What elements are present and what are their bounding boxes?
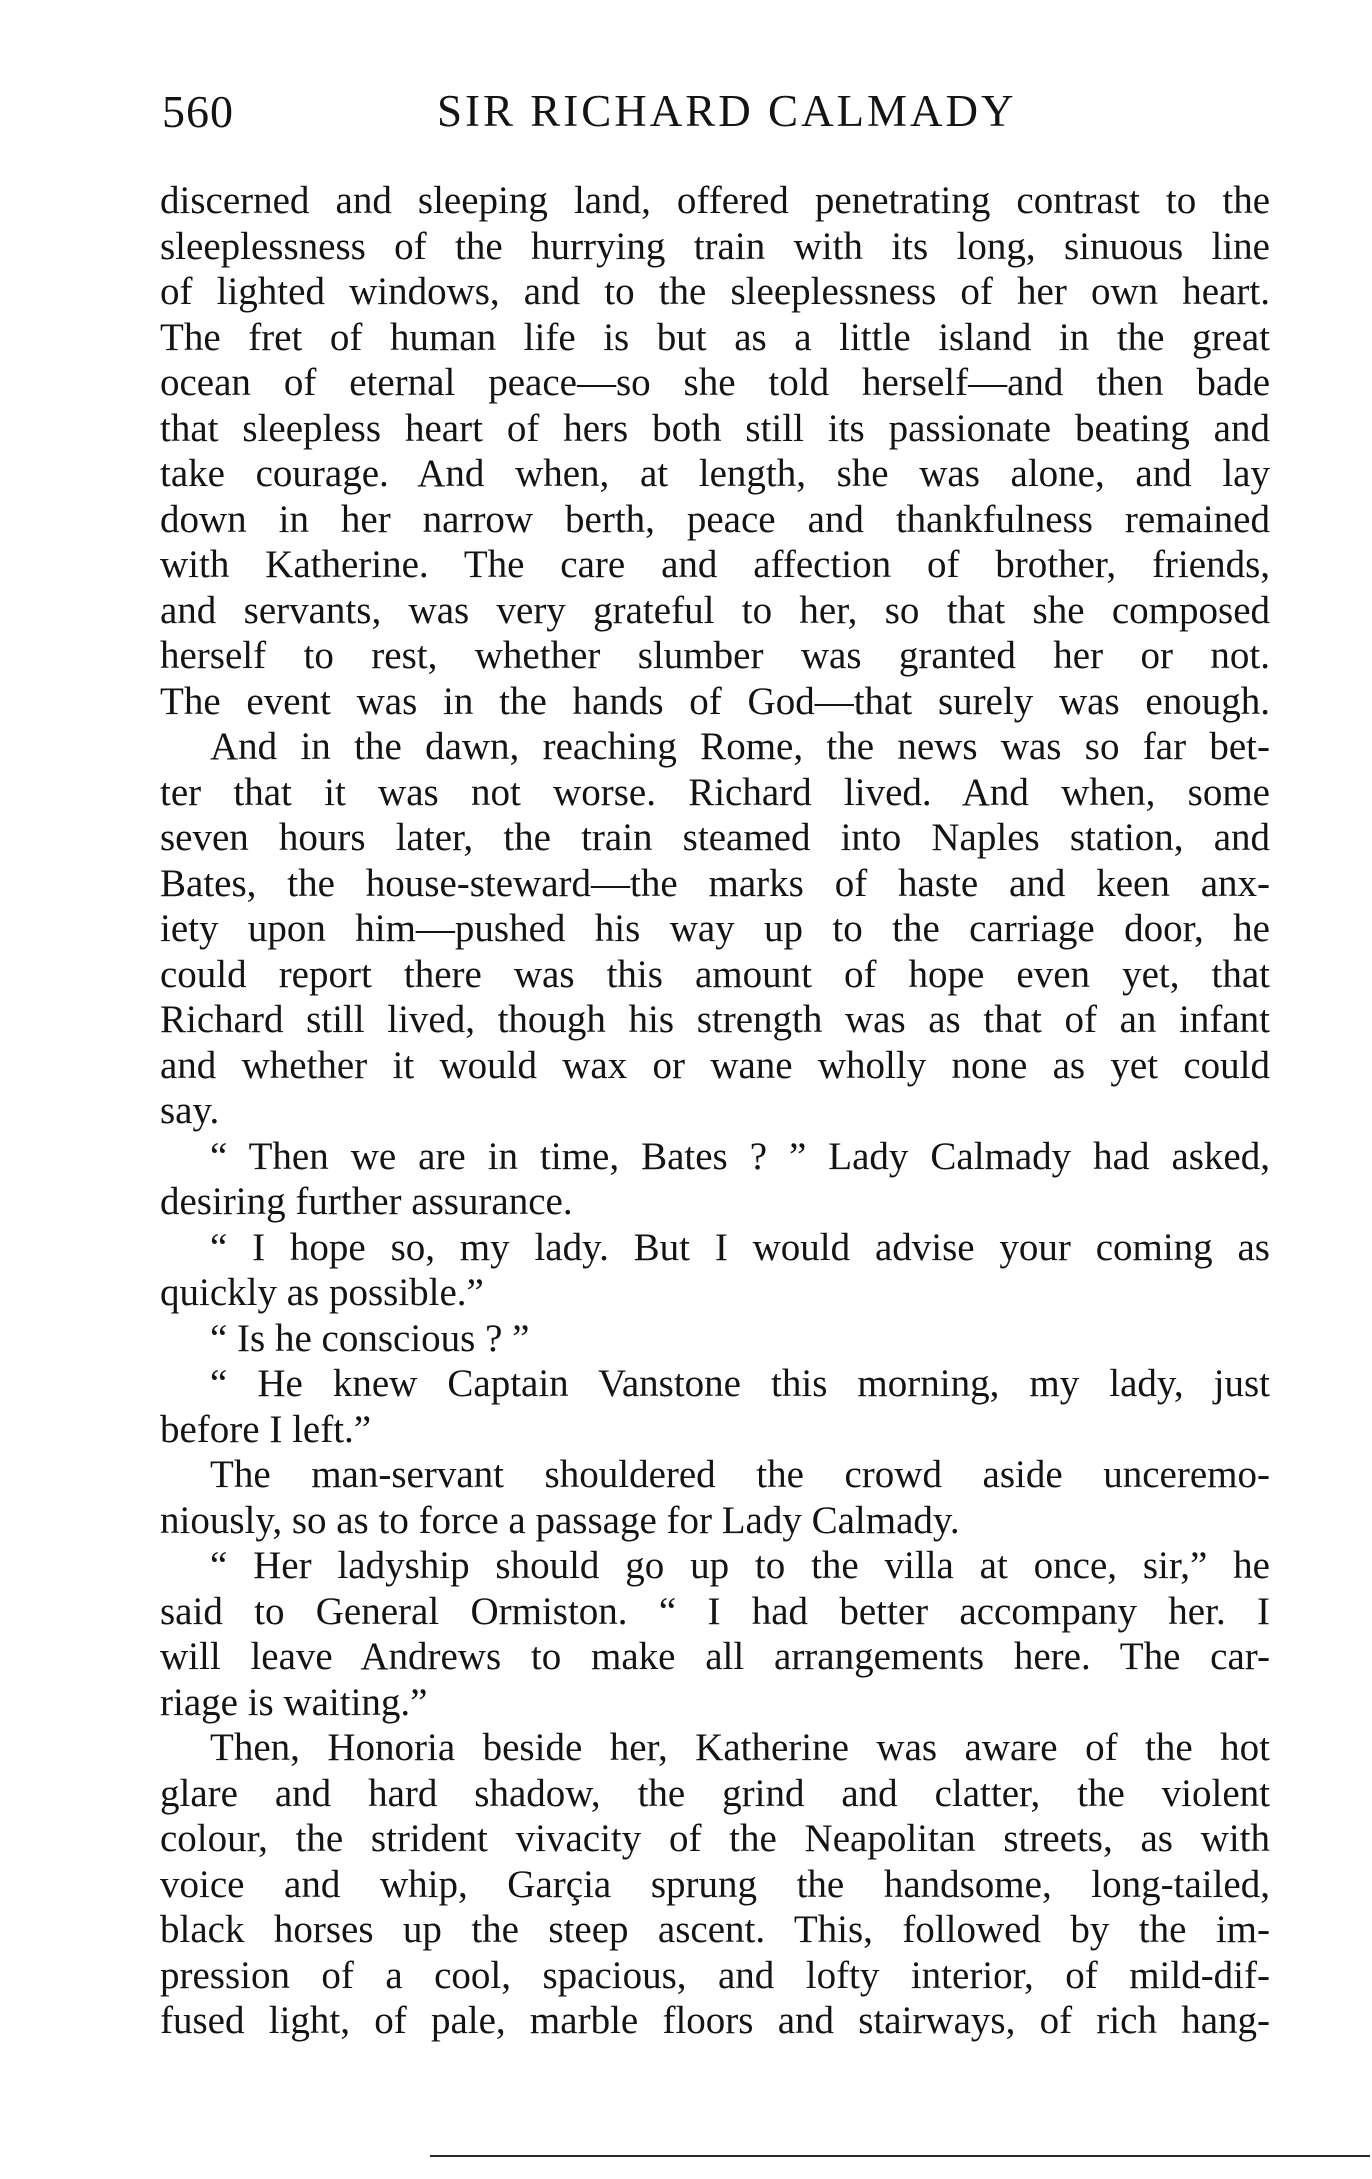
text-line: with Katherine. The care and affection of brother, friends,: [160, 543, 1270, 586]
text-line: “ I hope so, my lady. But I would advise your coming as: [210, 1225, 1270, 1269]
text-line: sleeplessness of the hurrying train with its long, sinuous line: [160, 224, 1270, 268]
text-line: before I left.”: [160, 1407, 372, 1451]
text-line: The event was in the hands of God—that surely was enough.: [160, 679, 1270, 723]
text-line: And in the dawn, reaching Rome, the news was so far bet-: [210, 725, 1270, 768]
text-line: discerned and sleeping land, offered penetrating contrast to the: [160, 179, 1270, 222]
text-line: “ Is he conscious ? ”: [210, 1316, 530, 1360]
text-line: iety upon him—pushed his way up to the carriage door, he: [160, 907, 1270, 950]
text-line: and servants, was very grateful to her, so that she composed: [160, 588, 1270, 632]
text-line: “ He knew Captain Vanstone this morning, my lady, just: [210, 1362, 1270, 1405]
text-line: that sleepless heart of hers both still its passionate beating and: [160, 406, 1270, 450]
text-line: desiring further assurance.: [160, 1180, 573, 1223]
text-line: niously, so as to force a passage for Lady Calmady.: [160, 1498, 960, 1542]
text-line: Then, Honoria beside her, Katherine was aware of the hot: [210, 1726, 1270, 1769]
text-line: and whether it would wax or wane wholly none as yet could: [160, 1043, 1270, 1087]
text-line: take courage. And when, at length, she was alone, and lay: [160, 452, 1270, 495]
text-line: pression of a cool, spacious, and lofty interior, of mild-dif-: [160, 1953, 1270, 1997]
text-line: say.: [160, 1089, 220, 1132]
text-line: ter that it was not worse. Richard lived. And when, some: [160, 770, 1270, 814]
text-line: quickly as possible.”: [160, 1271, 484, 1314]
text-line: fused light, of pale, marble floors and stairways, of rich hang-: [160, 1999, 1270, 2042]
text-line: down in her narrow berth, peace and thankfulness remained: [160, 497, 1270, 541]
text-line: of lighted windows, and to the sleeplessness of her own heart.: [160, 270, 1270, 313]
text-line: voice and whip, Garçia sprung the handsome, long-tailed,: [160, 1862, 1270, 1906]
running-head: [162, 85, 1272, 145]
running-title: SIR RICHARD CALMADY: [437, 86, 1017, 136]
text-line: said to General Ormiston. “ I had better accompany her. I: [160, 1589, 1270, 1633]
text-line: herself to rest, whether slumber was granted her or not.: [160, 634, 1270, 677]
text-line: black horses up the steep ascent. This, followed by the im-: [160, 1908, 1270, 1951]
text-line: Bates, the house-steward—the marks of haste and keen anx-: [160, 861, 1270, 905]
text-line: colour, the strident vivacity of the Neapolitan streets, as with: [160, 1817, 1270, 1860]
text-line: riage is waiting.”: [160, 1680, 428, 1724]
text-line: could report there was this amount of hope even yet, that: [160, 952, 1270, 996]
text-line: will leave Andrews to make all arrangements here. The car-: [160, 1635, 1270, 1678]
text-line: ocean of eternal peace—so she told herself—and then bade: [160, 361, 1270, 404]
text-line: The man-servant shouldered the crowd aside unceremo-: [210, 1453, 1270, 1496]
text-line: seven hours later, the train steamed into Naples station, and: [160, 816, 1270, 859]
text-line: Richard still lived, though his strength was as that of an infant: [160, 998, 1270, 1041]
text-line: “ Her ladyship should go up to the villa at once, sir,” he: [210, 1544, 1270, 1587]
text-line: The fret of human life is but as a little island in the great: [160, 315, 1270, 359]
text-line: “ Then we are in time, Bates ? ” Lady Calmady had asked,: [210, 1134, 1270, 1178]
body-text: [160, 178, 1270, 2044]
page-number: 560: [162, 86, 234, 137]
text-line: glare and hard shadow, the grind and clatter, the violent: [160, 1771, 1270, 1815]
footer-rule: [430, 2155, 1370, 2157]
